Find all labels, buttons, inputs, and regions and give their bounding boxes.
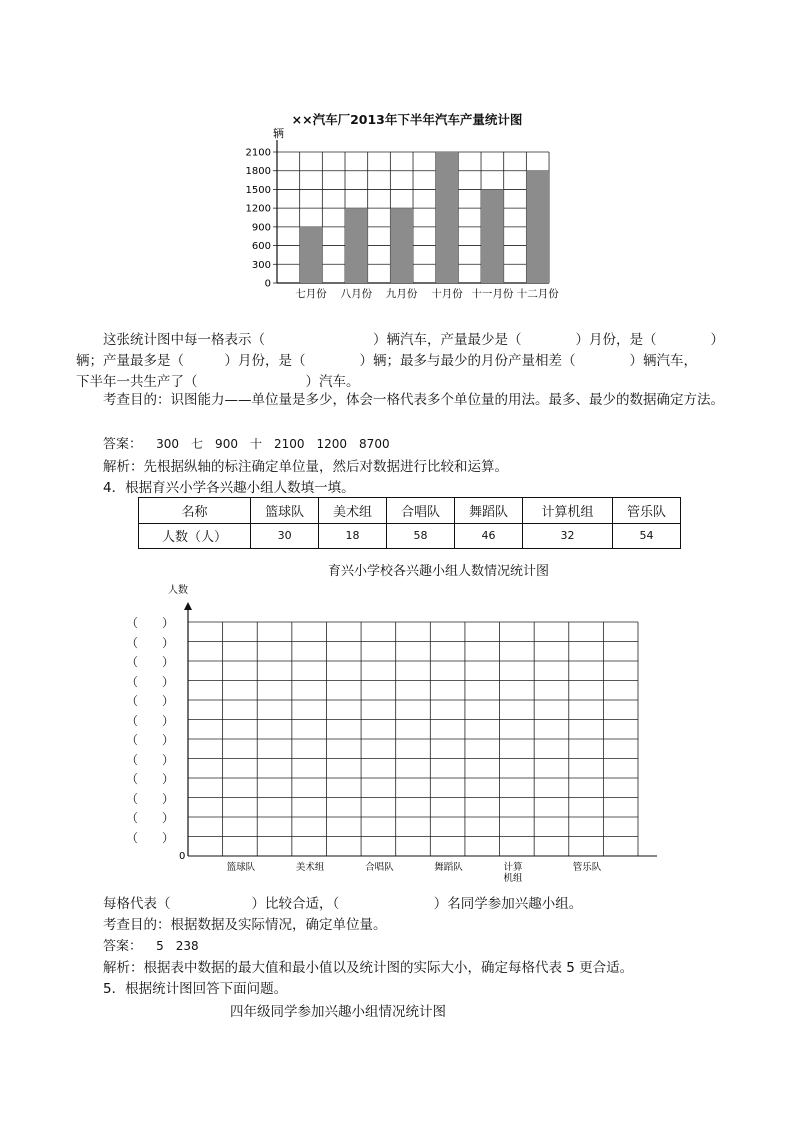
production-bars: [300, 152, 549, 283]
grid-x-tick-label: 美术组: [295, 862, 325, 873]
table-cell: 管乐队: [612, 498, 680, 524]
blank-tick-label: （ ）: [126, 791, 175, 806]
blank-tick-label: （ ）: [126, 811, 175, 825]
production-bar: [526, 171, 549, 283]
grid-x-tick-label: 合唱队: [365, 862, 394, 873]
blank-tick-label: （ ）: [126, 830, 175, 845]
q4-heading: 4．根据育兴小学各兴趣小组人数填一填。: [103, 480, 355, 496]
blank-grid-lines: [188, 622, 638, 856]
production-x-tick-label: 八月份: [340, 288, 373, 300]
q3-fill-line-1: 这张统计图中每一格表示（ ）辆汽车，产量最少是（ ）月份，是（ ）: [103, 332, 724, 348]
production-bar-chart: [240, 124, 580, 304]
grid-x-tick-label: 计算: [503, 862, 523, 873]
q4-answer: [103, 935, 199, 954]
table-cell: 名称: [139, 498, 251, 524]
production-x-tick-label: 七月份: [295, 288, 327, 300]
production-y-tick-label: 1800: [245, 166, 271, 178]
grid-x-tick-label: 机组: [503, 873, 523, 884]
grid-x-labels: [227, 861, 602, 884]
production-y-tick-label: 1500: [245, 184, 271, 196]
q5-heading: 5．根据统计图回答下面问题。: [103, 981, 288, 997]
blank-tick-label: （ ）: [126, 733, 175, 747]
grid-y-axis-arrow: [184, 602, 192, 610]
production-x-tick-label: 九月份: [385, 288, 418, 300]
q3-answer: [103, 433, 390, 452]
q4-fill-line: 每格代表（ ）比较合适，（ ）名同学参加兴趣小组。: [103, 896, 583, 912]
production-bar: [436, 152, 459, 283]
blank-tick-label: （ ）: [126, 674, 175, 689]
q3-analysis: 解析：先根据纵轴的标注确定单位量，然后对数据进行比较和运算。: [103, 459, 508, 475]
grid-axes: [184, 602, 657, 856]
production-bar: [300, 227, 323, 283]
production-x-ticks: [295, 287, 559, 300]
production-bar: [481, 189, 504, 283]
blank-tick-label: （ ）: [126, 635, 175, 650]
production-y-tick-label: 900: [251, 222, 271, 234]
production-y-ticks: [246, 148, 271, 290]
blank-tick-label: （ ）: [126, 752, 175, 767]
production-bar: [390, 208, 413, 283]
production-y-tick-label: 600: [251, 241, 271, 253]
q5-chart-title: 四年级同学参加兴趣小组情况统计图: [230, 1004, 446, 1020]
table-cell: 30: [251, 523, 319, 549]
table-cell: 合唱队: [387, 498, 455, 524]
production-y-tick-label: 0: [264, 278, 271, 290]
table-cell: 32: [522, 523, 612, 549]
table-cell: 46: [454, 523, 522, 549]
q4-answer-label: 答案：: [103, 939, 143, 954]
blank-tick-label: （ ）: [126, 713, 175, 728]
production-y-tick-label: 300: [251, 259, 271, 271]
production-x-tick-label: 十二月份: [516, 288, 559, 300]
production-x-tick-label: 十月份: [431, 288, 463, 300]
production-bar: [345, 208, 368, 283]
q4-purpose: 考查目的：根据数据及实际情况，确定单位量。: [103, 917, 387, 933]
production-x-tick-label: 十一月份: [471, 288, 514, 300]
grid-x-tick-label: 舞蹈队: [434, 862, 463, 873]
grid-y-axis-label: 人数: [168, 585, 188, 596]
interest-group-table: [138, 497, 681, 549]
q3-fill-line-2: 辆；产量最多是（ ）月份，是（ ）辆；最多与最少的月份产量相差（ ）辆汽车，: [76, 353, 697, 369]
blank-tick-label: （ ）: [126, 616, 175, 630]
blank-grid-chart: [160, 580, 670, 890]
table-cell: 人数（人）: [139, 523, 251, 549]
q3-answer-label: 答案：: [103, 437, 143, 452]
q4-analysis: 解析：根据表中数据的最大值和最小值以及统计图的实际大小，确定每格代表 5 更合适。: [103, 960, 634, 976]
table-header-row: [139, 498, 681, 524]
table-cell: 舞蹈队: [454, 498, 522, 524]
blank-tick-label: （ ）: [126, 655, 175, 669]
q3-purpose: 考查目的：识图能力——单位量是多少，体会一格代表多个单位量的用法。最多、最少的数据确定方法。: [103, 392, 724, 408]
blank-tick-label: （ ）: [126, 772, 175, 786]
table-cell: 58: [387, 523, 455, 549]
q3-answer-values: 300 七 900 十 2100 1200 8700: [156, 437, 390, 451]
grid-x-tick-label: 篮球队: [226, 862, 256, 873]
blank-tick-label: （ ）: [126, 694, 175, 708]
school-chart-title: 育兴小学校各兴趣小组人数情况统计图: [328, 564, 550, 579]
table-cell: 篮球队: [251, 498, 319, 524]
table-cell: 美术组: [319, 498, 387, 524]
production-chart-title: ××汽车厂2013年下半年汽车产量统计图: [291, 112, 523, 127]
q4-answer-values: 5 238: [156, 939, 199, 953]
grid-x-tick-label: 管乐队: [572, 862, 602, 873]
production-y-axis-label: 辆: [273, 127, 284, 140]
table-cell: 计算机组: [522, 498, 612, 524]
table-cell: 18: [319, 523, 387, 549]
q3-fill-line-3: 下半年一共生产了（ ）汽车。: [76, 374, 360, 390]
production-y-tick-label: 2100: [245, 147, 271, 159]
table-row: [139, 523, 681, 549]
production-y-tick-label: 1200: [245, 203, 271, 215]
grid-origin-label: 0: [179, 851, 186, 862]
table-cell: 54: [612, 523, 680, 549]
